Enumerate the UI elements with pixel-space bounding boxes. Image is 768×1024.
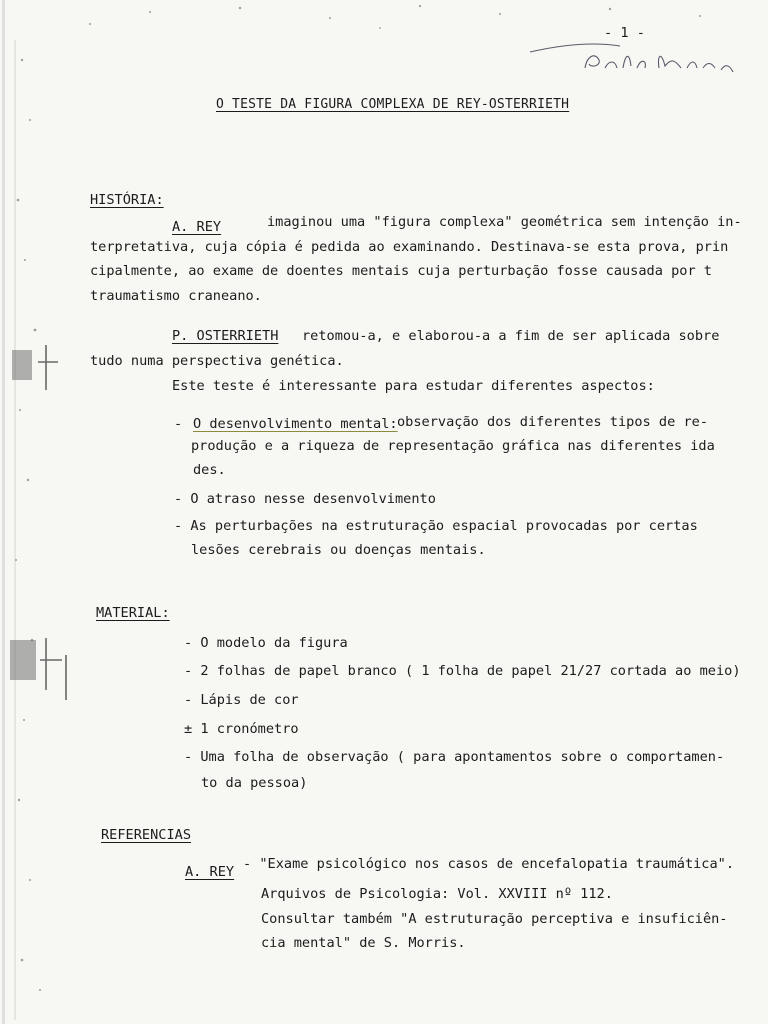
historia-p1-line3: cipalmente, ao exame de doentes mentais cuja perturbação fosse causada por t bbox=[90, 263, 712, 279]
author-osterrieth: P. OSTERRIETH bbox=[172, 328, 279, 344]
historia-p1-line4: traumatismo craneano. bbox=[90, 288, 262, 304]
bullet-1-line3: des. bbox=[193, 462, 226, 478]
bullet-1-line2: produção e a riqueza de representação gráfica nas diferentes ida bbox=[191, 438, 715, 454]
section-heading-historia: HISTÓRIA: bbox=[90, 192, 164, 208]
section-heading-material: MATERIAL: bbox=[96, 605, 170, 621]
material-item-5: - Uma folha de observação ( para apontamentos sobre o comportamen- bbox=[184, 749, 725, 765]
handwritten-signature bbox=[525, 38, 740, 78]
material-item-3: - Lápis de cor bbox=[184, 692, 299, 708]
document-title: O TESTE DA FIGURA COMPLEXA DE REY-OSTERRIETH bbox=[216, 97, 570, 112]
reference-line3: Consultar também "A estruturação perceptiva e insuficiên- bbox=[261, 911, 728, 927]
historia-p2-line1: retomou-a, e elaborou-a a fim de ser aplicada sobre bbox=[302, 328, 720, 344]
reference-line1: - "Exame psicológico nos casos de encefalopatia traumática". bbox=[243, 856, 735, 872]
material-item-2: - 2 folhas de papel branco ( 1 folha de papel 21/27 cortada ao meio) bbox=[184, 663, 741, 679]
reference-line2: Arquivos de Psicologia: Vol. XXVIII nº 112. bbox=[261, 886, 613, 902]
historia-p1-line2: terpretativa, cuja cópia é pedida ao examinando. Destinava-se esta prova, prin bbox=[90, 239, 729, 255]
bullet-1-dash: - bbox=[174, 416, 183, 432]
historia-p3: Este teste é interessante para estudar diferentes aspectos: bbox=[172, 378, 655, 394]
bullet-2: - O atraso nesse desenvolvimento bbox=[174, 491, 436, 507]
section-heading-referencias: REFERENCIAS bbox=[101, 827, 192, 843]
historia-p2-line2: tudo numa perspectiva genética. bbox=[90, 353, 344, 369]
reference-line4: cia mental" de S. Morris. bbox=[261, 935, 466, 951]
historia-p1-line1: imaginou uma "figura complexa" geométrica sem intenção in- bbox=[267, 214, 742, 230]
page-number: - 1 - bbox=[604, 25, 645, 41]
bullet-1-line1: observação dos diferentes tipos de re- bbox=[397, 414, 708, 430]
material-item-4: ± 1 cronómetro bbox=[184, 721, 299, 737]
material-item-1: - O modelo da figura bbox=[184, 635, 348, 651]
bullet-1-term: O desenvolvimento mental: bbox=[193, 416, 398, 432]
bullet-3-line2: lesões cerebrais ou doenças mentais. bbox=[191, 542, 486, 558]
reference-author: A. REY bbox=[185, 864, 235, 880]
material-item-5-cont: to da pessoa) bbox=[201, 775, 308, 791]
bullet-3-line1: - As perturbações na estruturação espacial provocadas por certas bbox=[174, 518, 698, 534]
author-rey: A. REY bbox=[172, 219, 222, 235]
